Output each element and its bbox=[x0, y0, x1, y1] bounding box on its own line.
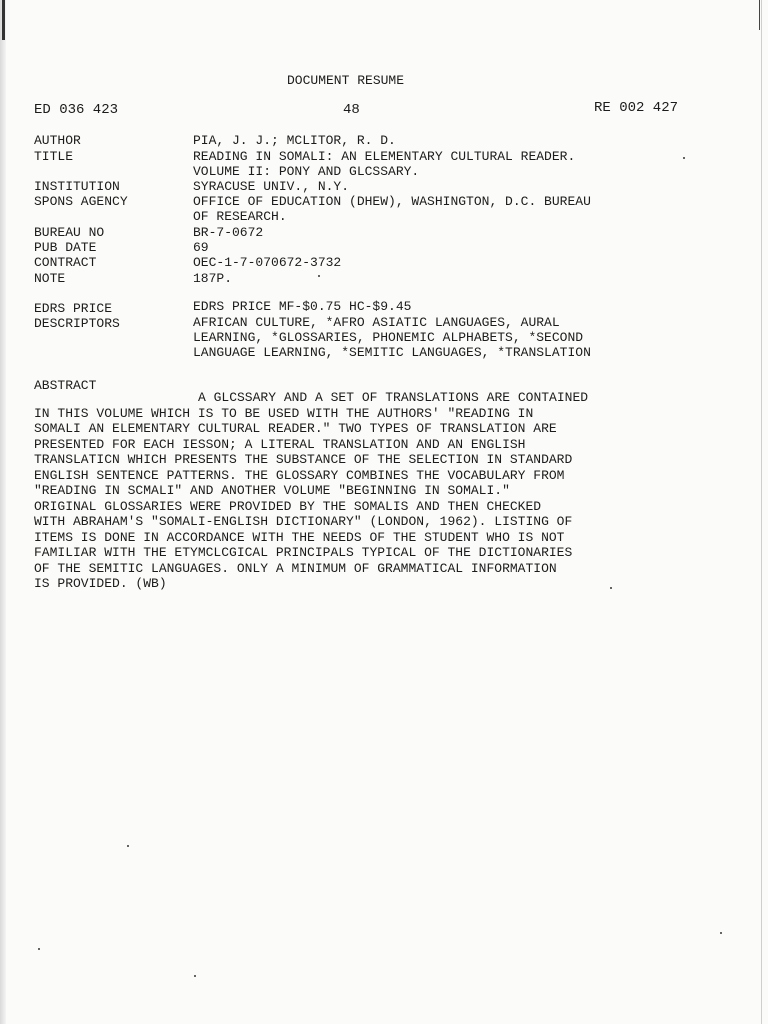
abstract-body bbox=[34, 390, 588, 592]
scan-speck bbox=[38, 948, 40, 950]
field-value-note: 187P. bbox=[193, 271, 233, 286]
abstract-label: ABSTRACT bbox=[34, 378, 97, 393]
abstract-line: OF THE SEMITIC LANGUAGES. ONLY A MINIMUM OF GRAMMATICAL INFORMATION bbox=[34, 560, 557, 576]
field-value-descriptors-line-3: LANGUAGE LEARNING, *SEMITIC LANGUAGES, *TRANSLATION bbox=[193, 345, 591, 360]
abstract-line: PRESENTED FOR EACH IESSON; A LITERAL TRANSLATION AND AN ENGLISH bbox=[34, 436, 526, 452]
scan-left-edge bbox=[0, 0, 6, 1024]
abstract-line: TRANSLATICN WHICH PRESENTS THE SUBSTANCE OF THE SELECTION IN STANDARD bbox=[34, 452, 573, 467]
abstract-line: ITEMS IS DONE IN ACCORDANCE WITH THE NEEDS OF THE STUDENT WHO IS NOT bbox=[34, 529, 565, 545]
field-value-contract: OEC-1-7-070672-3732 bbox=[193, 255, 342, 270]
abstract-line: ENGLISH SENTENCE PATTERNS. THE GLOSSARY COMBINES THE VOCABULARY FROM bbox=[34, 467, 565, 483]
field-label-bureau-no: BUREAU NO bbox=[34, 225, 105, 240]
field-value-spons-agency: OFFICE OF EDUCATION (DHEW), WASHINGTON, D.C. BUREAU bbox=[193, 194, 591, 209]
scan-speck bbox=[610, 587, 612, 589]
abstract-line: ORIGINAL GLOSSARIES WERE PROVIDED BY THE SOMALIS AND THEN CHECKED bbox=[34, 498, 542, 514]
field-value-author: PIA, J. J.; MCLITOR, R. D. bbox=[193, 133, 396, 148]
ed-number: ED 036 423 bbox=[34, 102, 119, 118]
abstract-line: WITH ABRAHAM'S "SOMALI-ENGLISH DICTIONARY" (LONDON, 1962). LISTING OF bbox=[34, 514, 573, 529]
field-label-contract: CONTRACT bbox=[34, 255, 97, 270]
abstract-line: IS PROVIDED. (WB) bbox=[34, 576, 167, 591]
re-number: RE 002 427 bbox=[594, 100, 679, 116]
field-label-pub-date: PUB DATE bbox=[34, 240, 97, 255]
abstract-line: FAMILIAR WITH THE ETYMCLCGICAL PRINCIPALS TYPICAL OF THE DICTIONARIES bbox=[34, 545, 573, 560]
document-title: DOCUMENT RESUME bbox=[287, 73, 405, 88]
abstract-line: "READING IN SCMALI" AND ANOTHER VOLUME "BEGINNING IN SOMALI." bbox=[34, 483, 510, 498]
field-value-title-line-2: VOLUME II: PONY AND GLCSSARY. bbox=[193, 164, 420, 179]
field-value-pub-date: 69 bbox=[193, 240, 209, 255]
field-value-institution: SYRACUSE UNIV., N.Y. bbox=[193, 179, 350, 194]
scan-speck bbox=[683, 157, 685, 159]
field-label-note: NOTE bbox=[34, 271, 66, 286]
field-value-spons-agency-line-2: OF RESEARCH. bbox=[193, 209, 287, 224]
scan-speck bbox=[720, 932, 722, 934]
field-value-edrs-price: EDRS PRICE MF-$0.75 HC-$9.45 bbox=[193, 299, 412, 314]
field-label-descriptors: DESCRIPTORS bbox=[34, 316, 120, 331]
field-label-title: TITLE bbox=[34, 149, 74, 164]
scan-right-mark bbox=[759, 0, 760, 30]
field-value-bureau-no: BR-7-0672 bbox=[193, 225, 264, 240]
field-label-spons-agency: SPONS AGENCY bbox=[34, 194, 128, 209]
page-number: 48 bbox=[343, 102, 360, 118]
field-value-title: READING IN SOMALI: AN ELEMENTARY CULTURAL READER. bbox=[193, 149, 576, 164]
field-label-edrs-price: EDRS PRICE bbox=[34, 301, 113, 316]
field-label-institution: INSTITUTION bbox=[34, 179, 120, 194]
abstract-line: SOMALI AN ELEMENTARY CULTURAL READER." TWO TYPES OF TRANSLATION ARE bbox=[34, 421, 557, 436]
scan-speck bbox=[318, 275, 320, 277]
field-value-descriptors: AFRICAN CULTURE, *AFRO ASIATIC LANGUAGES, AURAL bbox=[193, 315, 560, 330]
abstract-line: IN THIS VOLUME WHICH IS TO BE USED WITH THE AUTHORS' "READING IN bbox=[34, 405, 534, 421]
scan-speck bbox=[194, 975, 196, 977]
field-value-descriptors-line-2: LEARNING, *GLOSSARIES, PHONEMIC ALPHABETS, *SECOND bbox=[193, 330, 584, 345]
scan-right-edge bbox=[761, 0, 762, 1024]
scan-left-mark bbox=[2, 0, 5, 40]
scan-speck bbox=[127, 845, 129, 847]
abstract-line: A GLCSSARY AND A SET OF TRANSLATIONS ARE CONTAINED bbox=[198, 390, 589, 405]
field-label-author: AUTHOR bbox=[34, 133, 81, 148]
